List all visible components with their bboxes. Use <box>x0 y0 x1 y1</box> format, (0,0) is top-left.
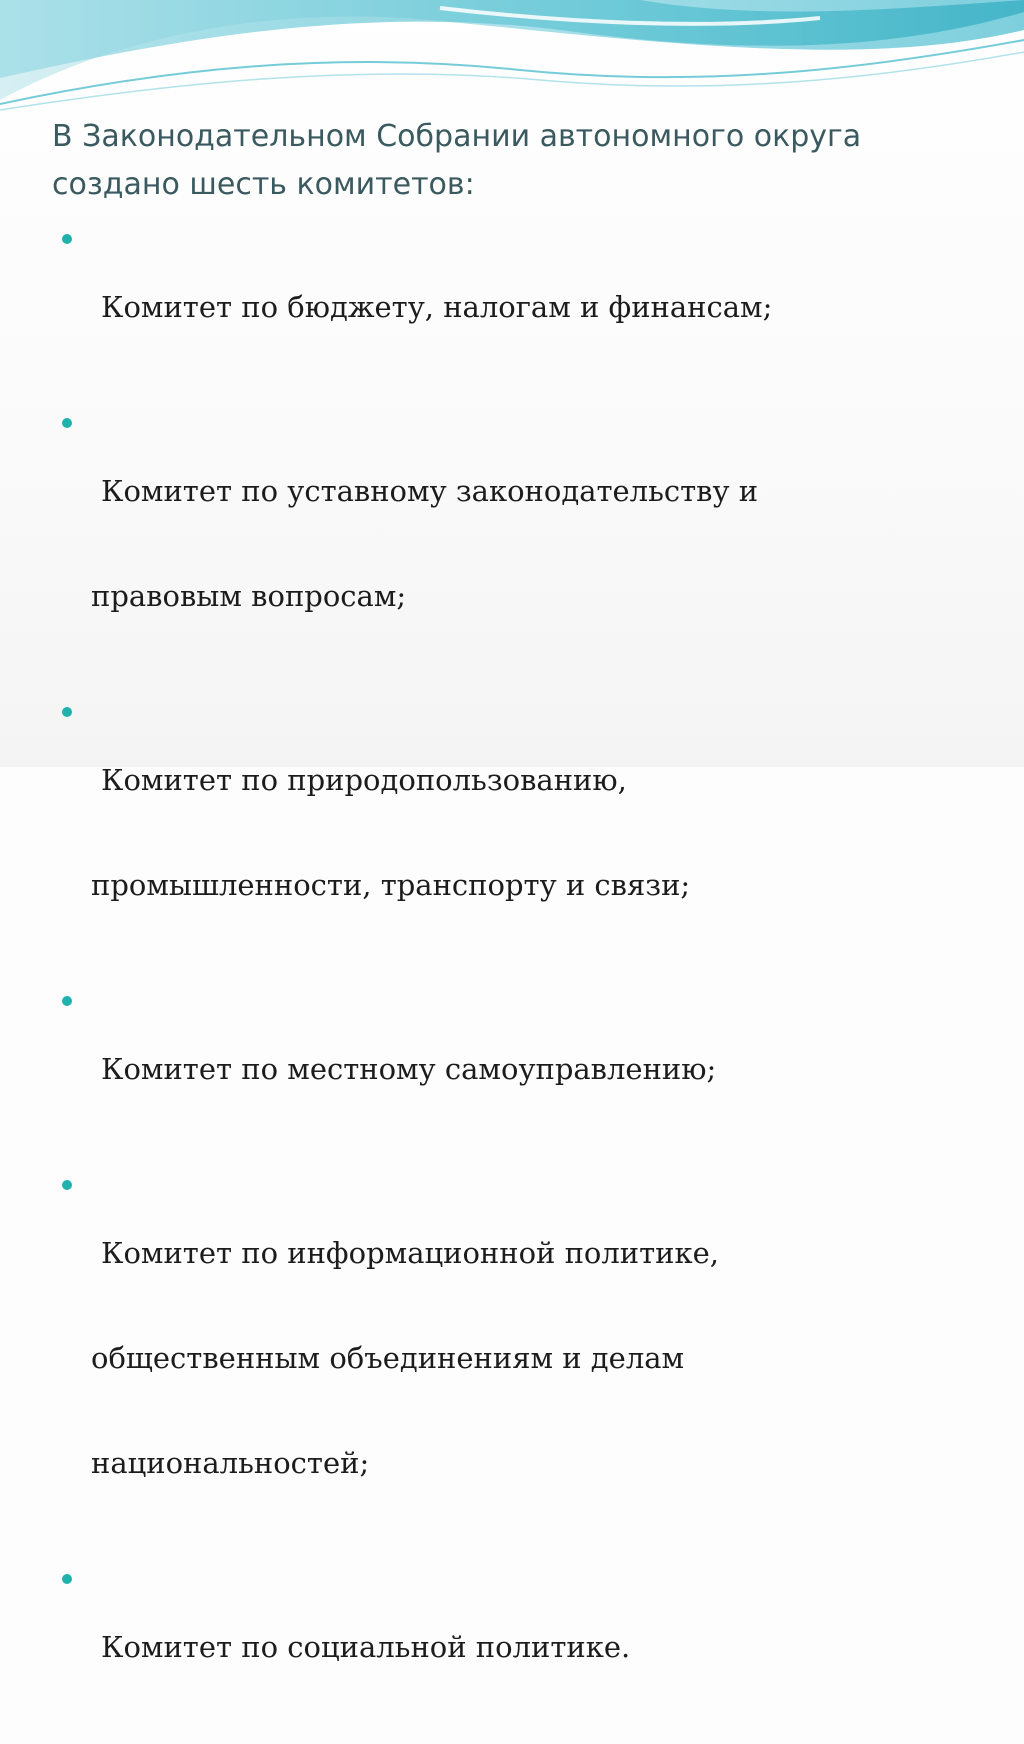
committee-item-line: Комитет по местному самоуправлению; <box>101 1052 717 1086</box>
committee-item-line: Комитет по информационной политике, <box>101 1236 720 1270</box>
committee-item-local-government <box>0 982 1024 1157</box>
committee-item-text <box>91 1166 984 1551</box>
wave-band-front <box>0 0 1024 78</box>
committee-item-budget <box>0 220 1024 395</box>
wave-line-1 <box>0 40 1024 104</box>
committee-item-line: Комитет по уставному законодательству и <box>101 474 759 508</box>
wave-line-2 <box>0 52 1024 110</box>
committee-item-text <box>91 982 984 1157</box>
committee-item-information <box>0 1166 1024 1551</box>
bullet-icon <box>62 418 72 428</box>
committee-item-text <box>91 693 984 973</box>
bullet-icon <box>62 996 72 1006</box>
committee-item-social <box>0 1560 1024 1735</box>
committee-item-nature <box>0 693 1024 973</box>
slide-title <box>52 113 972 209</box>
committee-item-line: Комитет по бюджету, налогам и финансам; <box>101 290 773 324</box>
committee-item-line: промышленности, транспорту и связи; <box>91 868 691 902</box>
bullet-icon <box>62 707 72 717</box>
bullet-icon <box>62 1180 72 1190</box>
bullet-icon <box>62 234 72 244</box>
bullet-icon <box>62 1574 72 1584</box>
committee-item-text <box>91 404 984 684</box>
committee-item-line: национальностей; <box>91 1446 370 1480</box>
slide-title-line-2: создано шесть комитетов: <box>52 167 475 202</box>
committee-item-line: Комитет по природопользованию, <box>101 763 627 797</box>
committee-item-legislation <box>0 404 1024 684</box>
slide-title-line-1: В Законодательном Собрании автономного округа <box>52 119 862 154</box>
committee-item-text <box>91 220 984 395</box>
committee-item-line: Комитет по социальной политике. <box>101 1630 631 1664</box>
committee-item-text <box>91 1560 984 1735</box>
committee-item-line: общественным объединениям и делам <box>91 1341 685 1375</box>
committee-item-line: правовым вопросам; <box>91 579 407 613</box>
committee-list <box>0 220 1024 1744</box>
decorative-wave-header <box>0 0 1024 130</box>
